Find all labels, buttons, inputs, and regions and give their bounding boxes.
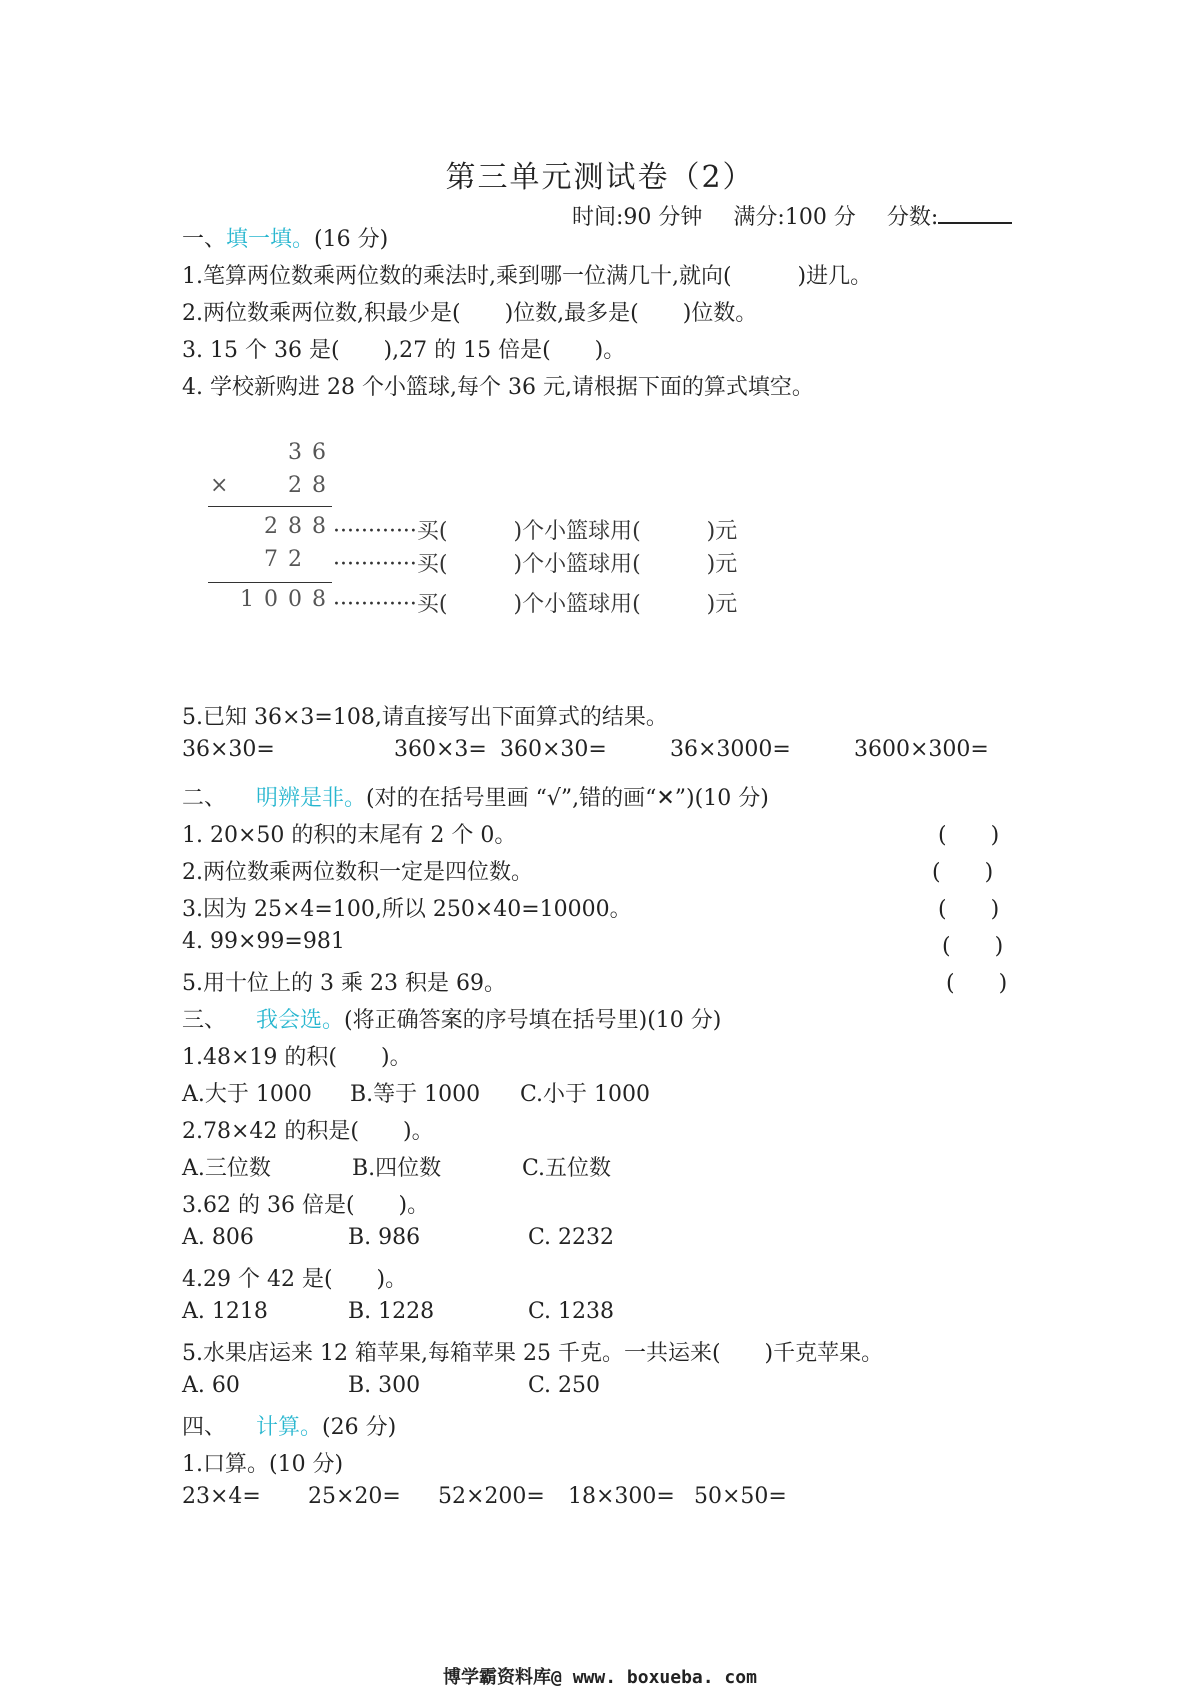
section-2-name: 明辨是非。	[256, 786, 367, 811]
partial-product-2: 72	[264, 547, 312, 572]
judge-item: 4. 99×99=981	[182, 929, 345, 954]
section-3-heading	[182, 1003, 721, 1034]
full-score: 满分:100 分	[733, 205, 856, 230]
section-2-desc: (对的在括号里画 “√”,错的画“✕”)(10 分)	[366, 786, 769, 811]
choice-question-3: 3.62 的 36 倍是( )。	[182, 1193, 430, 1218]
time-limit: 时间:90 分钟	[572, 205, 703, 230]
section-1-name: 填一填。	[226, 227, 315, 252]
choice-option: B. 1228	[348, 1299, 435, 1324]
choice-options-2	[182, 1151, 782, 1181]
choice-option: C.五位数	[522, 1156, 612, 1181]
q5-item: 36×30=	[182, 737, 275, 762]
q5-item: 360×3=	[394, 737, 487, 762]
exam-meta	[572, 200, 1012, 231]
oral-calc-item: 18×300=	[568, 1484, 675, 1509]
judge-bracket[interactable]: ( )	[942, 934, 1004, 959]
judge-bracket[interactable]: ( )	[938, 823, 1000, 848]
s1-question-4: 4. 学校新购进 28 个小篮球,每个 36 元,请根据下面的算式填空。	[182, 375, 814, 400]
choice-option: C. 250	[528, 1373, 601, 1398]
s1-question-1: 1.笔算两位数乘两位数的乘法时,乘到哪一位满几十,就向( )进几。	[182, 264, 873, 289]
choice-options-4	[182, 1299, 782, 1329]
choice-question-4: 4.29 个 42 是( )。	[182, 1267, 408, 1292]
section-4-number: 四、	[182, 1415, 227, 1440]
judge-bracket[interactable]: ( )	[932, 860, 994, 885]
judge-bracket[interactable]: ( )	[938, 897, 1000, 922]
q5-items-row	[182, 737, 1022, 767]
section-4-heading	[182, 1410, 396, 1441]
fill-row-1: ············买( )个小篮球用( )元	[333, 519, 738, 544]
total-product: 1008	[240, 587, 336, 612]
choice-options-3	[182, 1225, 782, 1255]
choice-option: A. 1218	[182, 1299, 268, 1324]
q5-item: 36×3000=	[670, 737, 791, 762]
choice-options-1	[182, 1077, 782, 1107]
oral-calc-row	[182, 1484, 802, 1514]
section-4-name: 计算。	[256, 1415, 323, 1440]
choice-options-5	[182, 1373, 782, 1403]
oral-calc-item: 25×20=	[308, 1484, 401, 1509]
s1-question-5: 5.已知 36×3=108,请直接写出下面算式的结果。	[182, 705, 668, 730]
score-blank[interactable]	[938, 202, 1012, 224]
judge-item: 1. 20×50 的积的末尾有 2 个 0。	[182, 823, 517, 848]
s4-subquestion-1: 1.口算。(10 分)	[182, 1452, 344, 1477]
judge-bracket[interactable]: ( )	[946, 971, 1008, 996]
choice-option: A.三位数	[182, 1156, 271, 1181]
choice-question-5: 5.水果店运来 12 箱苹果,每箱苹果 25 千克。一共运来( )千克苹果。	[182, 1341, 884, 1366]
choice-question-1: 1.48×19 的积( )。	[182, 1045, 412, 1070]
choice-option: B. 300	[348, 1373, 421, 1398]
page-title: 第三单元测试卷（2）	[445, 160, 755, 195]
s1-question-3: 3. 15 个 36 是( ),27 的 15 倍是( )。	[182, 338, 626, 363]
oral-calc-item: 23×4=	[182, 1484, 261, 1509]
judge-item: 3.因为 25×4=100,所以 250×40=10000。	[182, 897, 632, 922]
fill-row-3: ············买( )个小篮球用( )元	[333, 592, 738, 617]
section-1-heading	[182, 222, 388, 253]
choice-option: A. 806	[182, 1225, 254, 1250]
s1-question-2: 2.两位数乘两位数,积最少是( )位数,最多是( )位数。	[182, 301, 758, 326]
oral-calc-item: 52×200=	[438, 1484, 545, 1509]
multiplier: 28	[288, 473, 336, 498]
section-3-number: 三、	[182, 1008, 227, 1033]
fill-row-2: ············买( )个小篮球用( )元	[333, 552, 738, 577]
section-3-name: 我会选。	[256, 1008, 345, 1033]
choice-option: C. 2232	[528, 1225, 615, 1250]
rule-line-2	[208, 582, 332, 583]
judge-item: 2.两位数乘两位数积一定是四位数。	[182, 860, 533, 885]
partial-product-1: 288	[264, 514, 336, 539]
choice-option: A. 60	[182, 1373, 240, 1398]
section-1-points: (16 分)	[314, 227, 389, 252]
times-sign: ×	[210, 473, 229, 498]
rule-line-1	[208, 506, 332, 507]
section-1-number: 一、	[182, 227, 227, 252]
multiplicand: 36	[288, 440, 336, 465]
choice-option: C.小于 1000	[520, 1082, 651, 1107]
q5-item: 360×30=	[500, 737, 607, 762]
section-2-heading	[182, 781, 769, 812]
section-3-desc: (将正确答案的序号填在括号里)(10 分)	[344, 1008, 722, 1033]
choice-option: B.等于 1000	[350, 1082, 481, 1107]
choice-option: B.四位数	[352, 1156, 442, 1181]
judge-item: 5.用十位上的 3 乘 23 积是 69。	[182, 971, 506, 996]
section-4-points: (26 分)	[322, 1415, 397, 1440]
oral-calc-item: 50×50=	[694, 1484, 787, 1509]
section-2-number: 二、	[182, 786, 227, 811]
choice-option: A.大于 1000	[182, 1082, 312, 1107]
choice-option: B. 986	[348, 1225, 421, 1250]
choice-question-2: 2.78×42 的积是( )。	[182, 1119, 434, 1144]
choice-option: C. 1238	[528, 1299, 615, 1324]
score-label: 分数:	[886, 205, 939, 230]
footer-watermark: 博学霸资料库@ www. boxueba. com	[443, 1667, 757, 1688]
q5-item: 3600×300=	[854, 737, 989, 762]
